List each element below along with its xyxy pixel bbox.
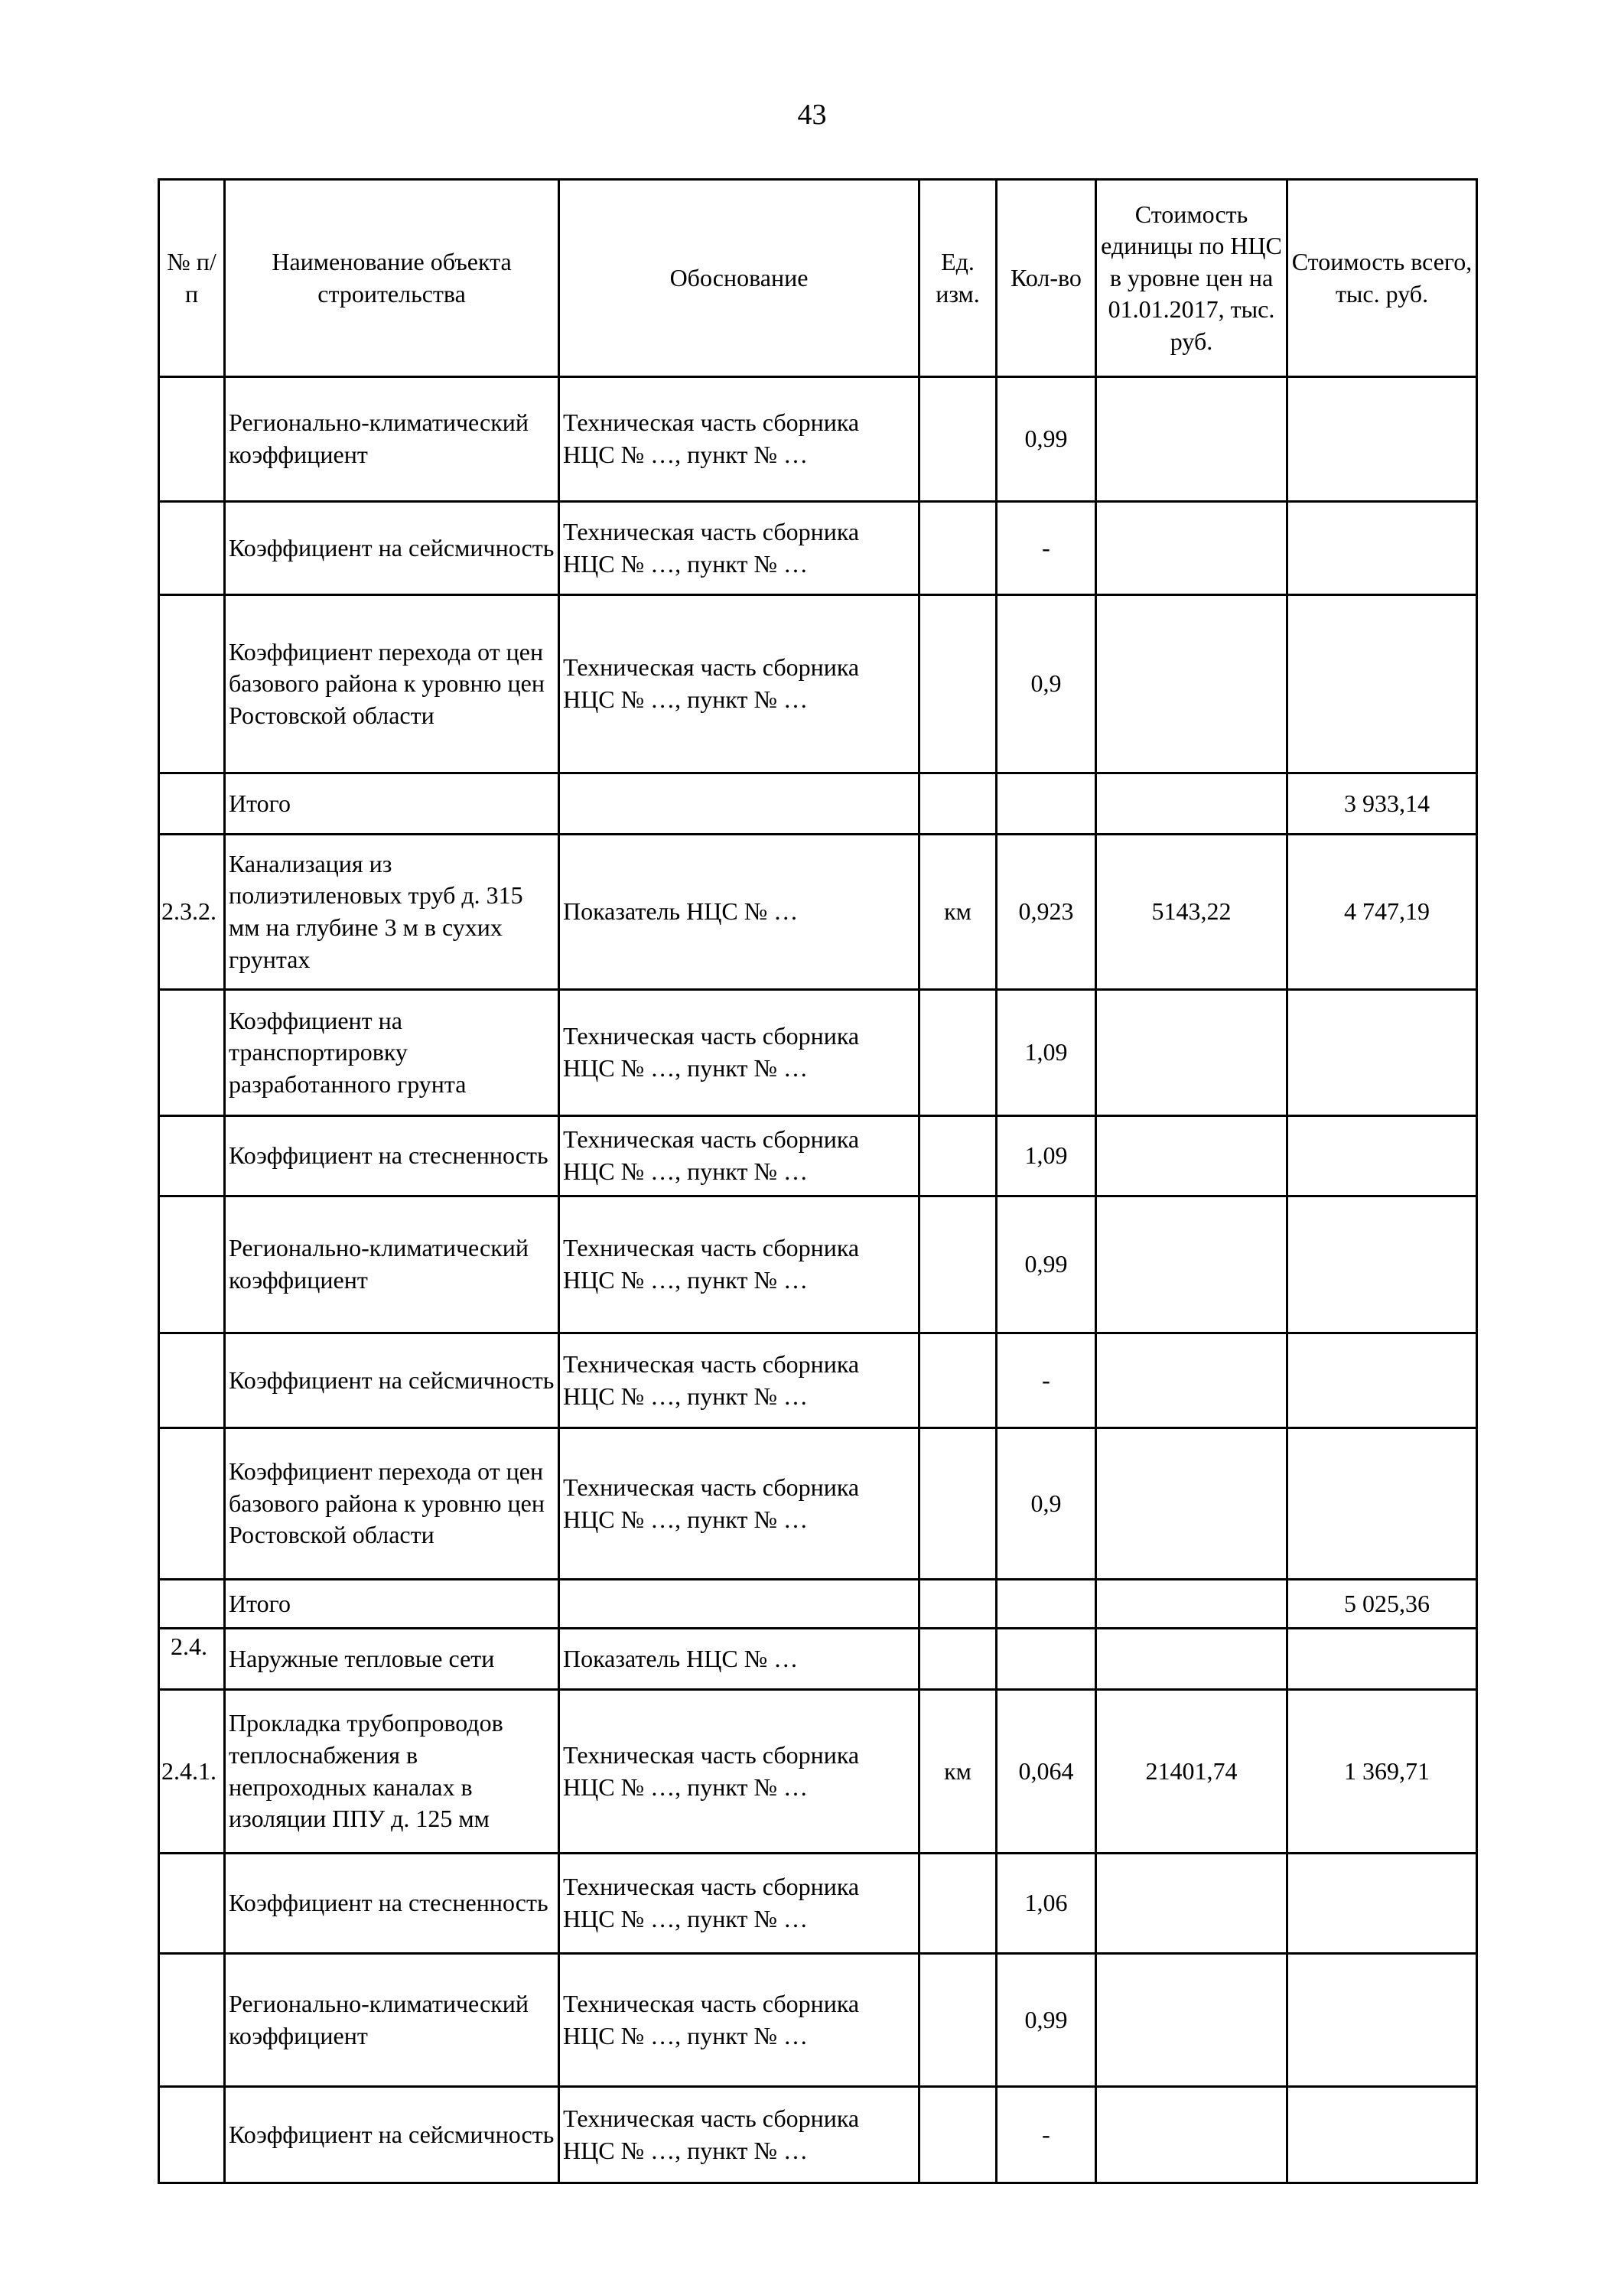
row-total <box>1287 1196 1477 1333</box>
row-num <box>159 773 225 835</box>
table-row <box>159 2087 1477 2183</box>
row-unit <box>919 773 997 835</box>
row-unit <box>919 377 997 502</box>
row-unit <box>919 1196 997 1333</box>
page-number: 43 <box>797 99 827 131</box>
row-qty: 0,99 <box>997 377 1096 502</box>
row-total: 3 933,14 <box>1287 773 1477 835</box>
row-unit-cost <box>1096 1196 1287 1333</box>
row-unit-cost <box>1096 1580 1287 1629</box>
row-basis: Техническая часть сборника НЦС № …, пункт № … <box>559 502 919 595</box>
row-num <box>159 1954 225 2087</box>
row-basis: Показатель НЦС № … <box>559 1629 919 1690</box>
row-unit <box>919 1954 997 2087</box>
row-total <box>1287 1954 1477 2087</box>
row-qty: 1,06 <box>997 1854 1096 1954</box>
row-total <box>1287 595 1477 773</box>
row-basis: Техническая часть сборника НЦС № …, пункт № … <box>559 990 919 1116</box>
row-unit <box>919 1428 997 1580</box>
row-qty: 1,09 <box>997 1116 1096 1196</box>
row-num <box>159 595 225 773</box>
row-basis <box>559 773 919 835</box>
row-unit-cost <box>1096 773 1287 835</box>
row-unit-cost <box>1096 2087 1287 2183</box>
row-name: Канализация из полиэтиленовых труб д. 315 мм на глубине 3 м в сухих грунтах <box>225 835 559 990</box>
header-unit-cost: Стоимость единицы по НЦС в уровне цен на 01.01.2017, тыс. руб. <box>1096 180 1287 377</box>
table-row <box>159 377 1477 502</box>
row-unit-cost <box>1096 1629 1287 1690</box>
row-basis: Показатель НЦС № … <box>559 835 919 990</box>
row-unit-cost <box>1096 1954 1287 2087</box>
row-name: Регионально-климатический коэффициент <box>225 1196 559 1333</box>
row-unit-cost <box>1096 1428 1287 1580</box>
row-name: Коэффициент на транспортировку разработанного грунта <box>225 990 559 1116</box>
row-qty: - <box>997 1333 1096 1428</box>
table-row <box>159 773 1477 835</box>
row-unit <box>919 1333 997 1428</box>
row-basis: Техническая часть сборника НЦС № …, пункт № … <box>559 377 919 502</box>
table-row <box>159 1954 1477 2087</box>
row-num <box>159 2087 225 2183</box>
row-basis: Техническая часть сборника НЦС № …, пункт № … <box>559 1428 919 1580</box>
row-unit <box>919 1854 997 1954</box>
row-name: Итого <box>225 1580 559 1629</box>
table-row <box>159 595 1477 773</box>
row-total <box>1287 2087 1477 2183</box>
table-row <box>159 990 1477 1116</box>
row-total <box>1287 1116 1477 1196</box>
row-total <box>1287 1629 1477 1690</box>
row-name: Коэффициент на сейсмичность <box>225 502 559 595</box>
row-basis: Техническая часть сборника НЦС № …, пункт № … <box>559 1333 919 1428</box>
row-basis: Техническая часть сборника НЦС № …, пункт № … <box>559 2087 919 2183</box>
header-qty: Кол-во <box>997 180 1096 377</box>
row-name: Коэффициент перехода от цен базового района к уровню цен Ростовской области <box>225 1428 559 1580</box>
row-unit-cost <box>1096 990 1287 1116</box>
row-name: Коэффициент перехода от цен базового района к уровню цен Ростовской области <box>225 595 559 773</box>
table-row <box>159 1196 1477 1333</box>
row-qty: 0,064 <box>997 1690 1096 1854</box>
row-basis: Техническая часть сборника НЦС № …, пункт № … <box>559 1954 919 2087</box>
table-row <box>159 1428 1477 1580</box>
table-row <box>159 1854 1477 1954</box>
header-row <box>159 180 1477 377</box>
header-unit: Ед. изм. <box>919 180 997 377</box>
row-num <box>159 502 225 595</box>
row-num <box>159 1333 225 1428</box>
table-row <box>159 502 1477 595</box>
row-unit <box>919 990 997 1116</box>
row-unit <box>919 2087 997 2183</box>
row-unit: км <box>919 1690 997 1854</box>
row-name: Регионально-климатический коэффициент <box>225 1954 559 2087</box>
row-qty: 0,9 <box>997 1428 1096 1580</box>
row-num <box>159 377 225 502</box>
row-total <box>1287 990 1477 1116</box>
row-basis <box>559 1580 919 1629</box>
row-qty: - <box>997 502 1096 595</box>
row-qty <box>997 773 1096 835</box>
row-qty: 0,99 <box>997 1954 1096 2087</box>
row-total <box>1287 502 1477 595</box>
row-qty: 0,9 <box>997 595 1096 773</box>
row-num: 2.4. <box>159 1629 225 1690</box>
row-qty <box>997 1629 1096 1690</box>
table-row <box>159 1690 1477 1854</box>
row-basis: Техническая часть сборника НЦС № …, пункт № … <box>559 1854 919 1954</box>
row-qty: 0,923 <box>997 835 1096 990</box>
row-total: 1 369,71 <box>1287 1690 1477 1854</box>
row-qty: 1,09 <box>997 990 1096 1116</box>
row-unit-cost: 21401,74 <box>1096 1690 1287 1854</box>
row-unit <box>919 1116 997 1196</box>
row-total <box>1287 1428 1477 1580</box>
row-unit-cost <box>1096 1116 1287 1196</box>
row-total <box>1287 377 1477 502</box>
table-row <box>159 1629 1477 1690</box>
row-total <box>1287 1333 1477 1428</box>
row-unit <box>919 502 997 595</box>
row-unit-cost <box>1096 377 1287 502</box>
row-unit-cost: 5143,22 <box>1096 835 1287 990</box>
row-total: 4 747,19 <box>1287 835 1477 990</box>
row-unit <box>919 595 997 773</box>
row-total <box>1287 1854 1477 1954</box>
header-name: Наименование объекта строительства <box>225 180 559 377</box>
header-total-cost: Стоимость всего, тыс. руб. <box>1287 180 1477 377</box>
row-basis: Техническая часть сборника НЦС № …, пункт № … <box>559 1690 919 1854</box>
row-total: 5 025,36 <box>1287 1580 1477 1629</box>
row-name: Коэффициент на стесненность <box>225 1854 559 1954</box>
row-basis: Техническая часть сборника НЦС № …, пункт № … <box>559 1116 919 1196</box>
table-row <box>159 835 1477 990</box>
table-row <box>159 1116 1477 1196</box>
row-basis: Техническая часть сборника НЦС № …, пункт № … <box>559 595 919 773</box>
row-unit: км <box>919 835 997 990</box>
cost-table <box>158 178 1478 2184</box>
row-num: 2.4.1. <box>159 1690 225 1854</box>
row-qty: 0,99 <box>997 1196 1096 1333</box>
row-qty <box>997 1580 1096 1629</box>
row-name: Наружные тепловые сети <box>225 1629 559 1690</box>
row-basis: Техническая часть сборника НЦС № …, пункт № … <box>559 1196 919 1333</box>
row-name: Регионально-климатический коэффициент <box>225 377 559 502</box>
table-row <box>159 1580 1477 1629</box>
row-num <box>159 990 225 1116</box>
row-num <box>159 1196 225 1333</box>
row-unit <box>919 1629 997 1690</box>
row-unit-cost <box>1096 1333 1287 1428</box>
row-name: Прокладка трубопроводов теплоснабжения в непроходных каналах в изоляции ППУ д. 125 мм <box>225 1690 559 1854</box>
row-num: 2.3.2. <box>159 835 225 990</box>
row-num <box>159 1854 225 1954</box>
row-unit <box>919 1580 997 1629</box>
row-name: Коэффициент на стесненность <box>225 1116 559 1196</box>
row-num <box>159 1116 225 1196</box>
row-num <box>159 1428 225 1580</box>
header-basis: Обоснование <box>559 180 919 377</box>
row-name: Итого <box>225 773 559 835</box>
row-name: Коэффициент на сейсмичность <box>225 2087 559 2183</box>
row-unit-cost <box>1096 1854 1287 1954</box>
row-unit-cost <box>1096 502 1287 595</box>
row-num <box>159 1580 225 1629</box>
row-name: Коэффициент на сейсмичность <box>225 1333 559 1428</box>
row-qty: - <box>997 2087 1096 2183</box>
header-num: № п/п <box>159 180 225 377</box>
row-unit-cost <box>1096 595 1287 773</box>
table-row <box>159 1333 1477 1428</box>
